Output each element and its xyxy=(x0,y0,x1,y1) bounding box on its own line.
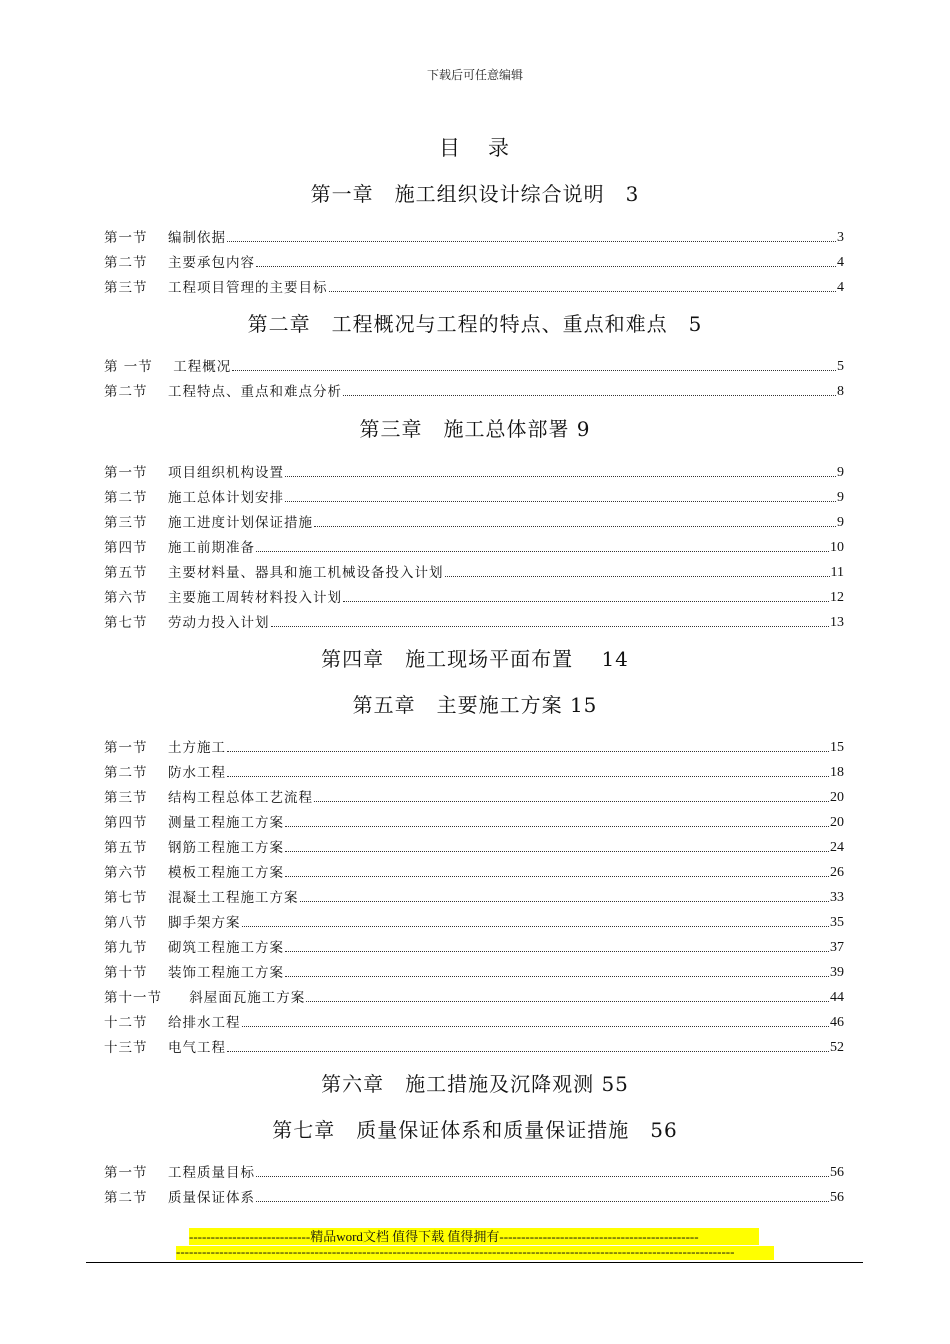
entry-page: 39 xyxy=(830,965,844,980)
entry-title: 模板工程施工方案 xyxy=(168,865,284,881)
entry-title: 钢筋工程施工方案 xyxy=(168,840,284,856)
entry-title: 斜屋面瓦施工方案 xyxy=(184,990,306,1006)
entry-page: 56 xyxy=(830,1190,844,1205)
toc-entry[interactable] xyxy=(104,355,844,375)
toc-title-left: 目 xyxy=(439,136,462,160)
toc-chapter-7[interactable]: 第七章 质量保证体系和质量保证措施 56 xyxy=(272,1118,678,1142)
entry-number: 第六节 xyxy=(104,865,148,881)
toc-entry[interactable] xyxy=(104,1186,844,1206)
entry-title: 给排水工程 xyxy=(168,1015,241,1031)
toc-entry[interactable] xyxy=(104,1011,844,1031)
entry-title: 混凝土工程施工方案 xyxy=(168,890,299,906)
dot-leader xyxy=(285,500,836,502)
entry-page: 46 xyxy=(830,1015,844,1030)
toc-entry[interactable] xyxy=(104,1036,844,1056)
toc-entry[interactable] xyxy=(104,586,844,606)
entry-number: 第二节 xyxy=(104,765,148,781)
toc-entry[interactable] xyxy=(104,1161,844,1181)
entry-number: 第五节 xyxy=(104,840,148,856)
entry-page: 3 xyxy=(837,230,844,245)
footer-banner-dashes: --------------------------------------------------------------------------------------------------------------------------------- xyxy=(176,1246,774,1260)
entry-page: 15 xyxy=(830,740,844,755)
dot-leader xyxy=(314,525,836,527)
dot-leader xyxy=(256,1200,829,1202)
dot-leader xyxy=(242,1025,830,1027)
toc-entry[interactable] xyxy=(104,276,844,296)
entry-number: 第八节 xyxy=(104,915,148,931)
entry-title: 劳动力投入计划 xyxy=(168,615,270,631)
entry-page: 13 xyxy=(830,615,844,630)
dot-leader xyxy=(314,800,829,802)
entry-title: 施工进度计划保证措施 xyxy=(168,515,313,531)
entry-number: 第十一节 xyxy=(104,990,162,1006)
toc-entry[interactable] xyxy=(104,761,844,781)
entry-number: 第七节 xyxy=(104,615,148,631)
toc-entry[interactable] xyxy=(104,811,844,831)
toc-entry[interactable] xyxy=(104,561,844,581)
toc-entry[interactable] xyxy=(104,861,844,881)
entry-page: 4 xyxy=(837,255,844,270)
entry-page: 9 xyxy=(837,515,844,530)
entry-number: 第一节 xyxy=(104,740,148,756)
entry-number: 第 一节 xyxy=(104,359,153,375)
page-header: 下载后可任意编辑 xyxy=(426,68,523,82)
entry-title: 电气工程 xyxy=(168,1040,226,1056)
entry-number: 第二节 xyxy=(104,384,148,400)
entry-title: 主要施工周转材料投入计划 xyxy=(168,590,342,606)
entry-title: 主要材料量、器具和施工机械设备投入计划 xyxy=(168,565,444,581)
entry-number: 第三节 xyxy=(104,515,148,531)
entry-page: 5 xyxy=(837,359,844,374)
entry-page: 37 xyxy=(830,940,844,955)
entry-title: 结构工程总体工艺流程 xyxy=(168,790,313,806)
entry-title: 质量保证体系 xyxy=(168,1190,255,1206)
entry-number: 第四节 xyxy=(104,540,148,556)
entry-number: 第六节 xyxy=(104,590,148,606)
dot-leader xyxy=(242,925,830,927)
entry-title: 工程质量目标 xyxy=(168,1165,255,1181)
dot-leader xyxy=(300,900,830,902)
entry-page: 24 xyxy=(830,840,844,855)
toc-entry[interactable] xyxy=(104,886,844,906)
entry-number: 第一节 xyxy=(104,230,148,246)
entry-number: 第二节 xyxy=(104,1190,148,1206)
dot-leader xyxy=(227,750,829,752)
entry-title: 主要承包内容 xyxy=(168,255,255,271)
toc-entry[interactable] xyxy=(104,226,844,246)
dot-leader xyxy=(343,600,829,602)
toc-entry[interactable] xyxy=(104,911,844,931)
toc-entry[interactable] xyxy=(104,486,844,506)
toc-entry[interactable] xyxy=(104,986,844,1006)
footer-banner: ----------------------------精品word文档 值得下载 值得拥有---------------------------------------------- xyxy=(189,1228,759,1245)
entry-page: 9 xyxy=(837,465,844,480)
toc-entry[interactable] xyxy=(104,936,844,956)
toc-chapter-4[interactable]: 第四章 施工现场平面布置 14 xyxy=(321,647,629,671)
dot-leader xyxy=(227,1050,829,1052)
dot-leader xyxy=(232,369,836,371)
dot-leader xyxy=(256,550,829,552)
entry-number: 第三节 xyxy=(104,790,148,806)
entry-number: 十三节 xyxy=(104,1040,148,1056)
toc-entry[interactable] xyxy=(104,251,844,271)
entry-page: 33 xyxy=(830,890,844,905)
toc-entry[interactable] xyxy=(104,536,844,556)
entry-title: 施工总体计划安排 xyxy=(168,490,284,506)
entry-title: 工程特点、重点和难点分析 xyxy=(168,384,342,400)
entry-number: 第一节 xyxy=(104,1165,148,1181)
entry-title: 装饰工程施工方案 xyxy=(168,965,284,981)
toc-chapter-6[interactable]: 第六章 施工措施及沉降观测 55 xyxy=(321,1072,629,1096)
dot-leader xyxy=(256,1175,829,1177)
entry-title: 防水工程 xyxy=(168,765,226,781)
dot-leader xyxy=(285,975,829,977)
entry-page: 52 xyxy=(830,1040,844,1055)
toc-entry[interactable] xyxy=(104,611,844,631)
entry-page: 18 xyxy=(830,765,844,780)
toc-entry[interactable] xyxy=(104,836,844,856)
entry-number: 第十节 xyxy=(104,965,148,981)
toc-entry[interactable] xyxy=(104,961,844,981)
dot-leader xyxy=(343,394,836,396)
toc-entry[interactable] xyxy=(104,786,844,806)
entry-number: 第三节 xyxy=(104,280,148,296)
toc-chapter-2[interactable]: 第二章 工程概况与工程的特点、重点和难点 5 xyxy=(247,312,703,336)
dot-leader xyxy=(285,825,829,827)
toc-title-right: 录 xyxy=(488,136,511,160)
entry-page: 20 xyxy=(830,815,844,830)
entry-title: 工程概况 xyxy=(168,359,232,375)
dot-leader xyxy=(306,1000,829,1002)
entry-title: 施工前期准备 xyxy=(168,540,255,556)
entry-page: 26 xyxy=(830,865,844,880)
toc-chapter-1[interactable]: 第一章 施工组织设计综合说明 3 xyxy=(310,182,640,206)
entry-page: 20 xyxy=(830,790,844,805)
toc-entry[interactable] xyxy=(104,511,844,531)
dot-leader xyxy=(285,850,829,852)
entry-number: 第一节 xyxy=(104,465,148,481)
entry-page: 11 xyxy=(830,565,844,580)
entry-title: 项目组织机构设置 xyxy=(168,465,284,481)
entry-number: 第四节 xyxy=(104,815,148,831)
entry-title: 砌筑工程施工方案 xyxy=(168,940,284,956)
dot-leader xyxy=(227,775,829,777)
toc-entry[interactable] xyxy=(104,736,844,756)
dot-leader xyxy=(256,265,836,267)
entry-page: 8 xyxy=(837,384,844,399)
entry-page: 12 xyxy=(830,590,844,605)
toc-chapter-5[interactable]: 第五章 主要施工方案 15 xyxy=(352,693,598,717)
entry-page: 56 xyxy=(830,1165,844,1180)
entry-number: 第九节 xyxy=(104,940,148,956)
entry-page: 10 xyxy=(830,540,844,555)
entry-page: 44 xyxy=(830,990,844,1005)
toc-title xyxy=(0,132,950,162)
entry-number: 第七节 xyxy=(104,890,148,906)
dot-leader xyxy=(285,875,829,877)
dot-leader xyxy=(285,950,829,952)
entry-page: 35 xyxy=(830,915,844,930)
footer-divider xyxy=(86,1262,863,1263)
dot-leader xyxy=(271,625,830,627)
toc-chapter-3[interactable]: 第三章 施工总体部署 9 xyxy=(359,417,591,441)
entry-number: 第二节 xyxy=(104,490,148,506)
entry-title: 测量工程施工方案 xyxy=(168,815,284,831)
entry-page: 4 xyxy=(837,280,844,295)
entry-number: 第二节 xyxy=(104,255,148,271)
dot-leader xyxy=(329,290,837,292)
entry-title: 编制依据 xyxy=(168,230,226,246)
dot-leader xyxy=(445,575,830,577)
toc-entry[interactable] xyxy=(104,380,844,400)
entry-title: 脚手架方案 xyxy=(168,915,241,931)
entry-number: 十二节 xyxy=(104,1015,148,1031)
entry-title: 土方施工 xyxy=(168,740,226,756)
entry-title: 工程项目管理的主要目标 xyxy=(168,280,328,296)
entry-number: 第五节 xyxy=(104,565,148,581)
dot-leader xyxy=(285,475,836,477)
dot-leader xyxy=(227,240,836,242)
entry-page: 9 xyxy=(837,490,844,505)
toc-entry[interactable] xyxy=(104,461,844,481)
